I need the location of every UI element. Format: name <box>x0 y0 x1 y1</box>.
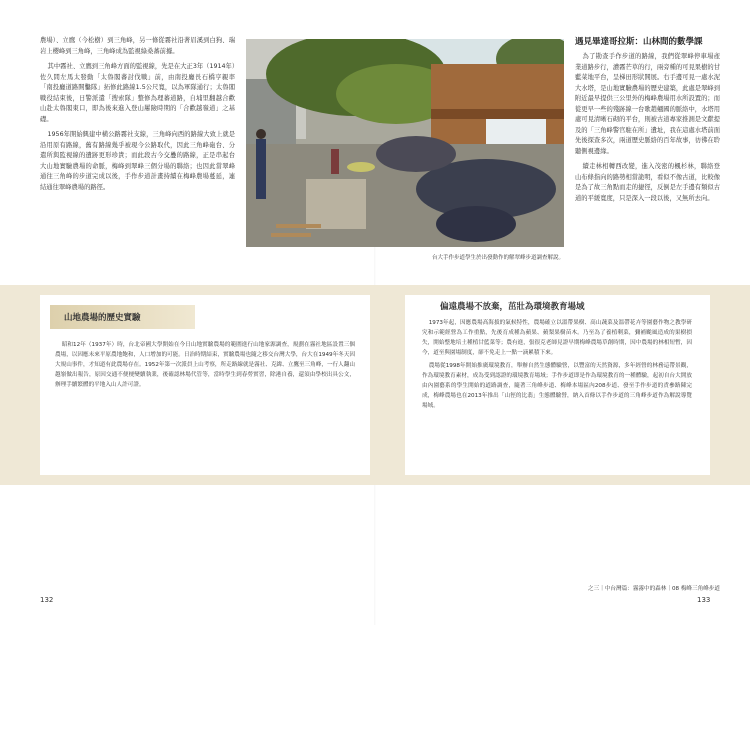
sidebar-right-paragraph: 1973年起，因應農場高海拔的氣候特性，農場確立以溫帶果樹、高山蔬菜及溫帶花卉等園藝作物之教學研究和示範經營為工作重點，先後育成種為蘋果、蘋梨果樹苗木。乃至為了養植剩菜，彌補颱風造成的果樹損失，開始整地培土種植甘藍菜等；農有進，張很克老師見證早期梅峰農場草創時期，因中農場的林相短暫，因今，道至與園場制度，卻不免走上一點一滴累積下來。 <box>422 320 692 356</box>
section-heading: 遇見畢達哥拉斯：山林間的數學課 <box>575 37 703 47</box>
sidebar-left-paragraph: 昭和12年（1937年）時，台北帝國大學開始在今日山地實驗農場的範圍進行山地家源調查，規劃在霧社地區設置三個農場，以因應未來平原農地飽和，人口增加的可能。日治時期結束，實驗農場也隨之移交台灣大學，台大在1949年冬天因大規山事件，才知道有此農場存在。1952年第一次派員上山考察，所走路線就是霧社、克緯、立鷹至三角峰，一行人翻山越嶺做出報告，原因交通不便梗變續執業，後確認林場代管等，當時學生到春勞實習，除港自養，還須由學校出具公文，辦理手續繁體的平地入山人許可證。 <box>55 342 355 388</box>
left-paragraph: 其中霧社、立鷹到三角峰方面的監視線，先是在大正3年（1914年）佐久間左馬太發動「太魯閣蕃討伐戰」前，由南投廳長石橋亨親率「南投廳道路開鑿隊」拓修此路線1.5公尺寬，以為軍隊通行；太魯閣戰役結束後，日警派遣「搜索隊」整修為理蕃道路，自埔里翻越合歡山赴太魯閣東口，即為後來進入登山屢險時期的「合歡越嶺道」之基礎。 <box>40 63 235 123</box>
running-head: 之三｜中台灣篇：霧霧中的森林｜08 梅峰三角峰步道 <box>588 586 720 592</box>
photo-illustration <box>246 39 564 247</box>
photo-caption: 台大手作步道學生於出發動作的解翠峰步道調查解說。 <box>431 255 564 261</box>
trail-photo <box>246 39 564 247</box>
right-paragraph: 為了勘查手作步道的路線，我們從翠峰停車場產業道路步行，濃霧芒草的行，兩旁種的可見果樹的甘藍菜地平台，呈梯田形狀開展。右手邊可見一處水泥大水塔，是山地實驗農場的歷史建築，此處是翠峰到附近最早提供三公里外的梅峰農場用水所設置的；而從更早一些的殘跡線一台歌趙翹國的脈絡中，水塔用處可見清晰石砌的平台，則被古道專家推測是文獻提及的「三角峰警官駐在所」遺址，我在這處水塔前面先後探查多次，兩道歷史脈絡的百年故事，彷彿在聆聽側視邊緣。 <box>575 53 720 155</box>
left-column-text <box>40 36 235 198</box>
right-column-text <box>575 36 720 209</box>
sidebar-right-title: 偏遠農場不放棄，茁壯為環境教育場域 <box>440 302 585 312</box>
right-paragraph: 續走林相轉西改變，進入茂密的楓杉林，聯絡登山布條指向的路勢相當詭明，看似不像古道，比較像是為了故三角點而走的捷徑，反倒是左手邊有類似古道的平緩寬度，只是深入一段以後，又無所去向。 <box>575 163 720 202</box>
left-paragraph: 農場）、立鷹（今松樹）到三角峰，另一條從霧社沿著眉溪到白狗、瑞岩上櫻峰到三角峰，三角峰成為監視綠桑蕃前據。 <box>40 37 235 55</box>
page-number-right: 133 <box>697 596 711 604</box>
left-paragraph: 1956年開始興建中橫公路霧社支線，三角峰向西的路線大致上就是沿用原有路線，舊有路線幾乎被現今公路取代，因此三角峰砲台、分遣所與監視線的遺跡更形珍貴；而此段古今交疊的路線，正是串起台大山地實驗農場的命脈，梅峰到翠峰三個分場的聯絡；也因此當翠峰通往三角峰的步道完成以後，手作步道計畫持續在梅峰農場蔓延，連結通往翠峰農場的路徑。 <box>40 131 235 191</box>
sidebar-right-paragraph: 農場從1998年開始推廣環境教育，舉辦自然生態體驗營，以豐富的天然資源，多年經營的林務這帶景觀，作為環境教育素材，成為受到認證的環境教育場域；手作步道即是作為環境教育的一種體驗，起初自台大開放由內園藝系的學生開始的道路調查，隨著三角峰步道、梅峰本場區內208步道、發至手作步道的責參路陳完成，梅峰農場也在2013年推出「山徑的比翡」生態體驗營，納入首條以手作步道的三角峰步道作為解說導覽場域。 <box>422 363 692 409</box>
sidebar-right-body <box>422 318 692 414</box>
sidebar-left-title: 山地農場的歷史實驗 <box>64 313 141 323</box>
sidebar-left-title-bar <box>50 305 195 329</box>
sidebar-left-body <box>55 340 355 393</box>
page-number-left: 132 <box>40 596 54 604</box>
